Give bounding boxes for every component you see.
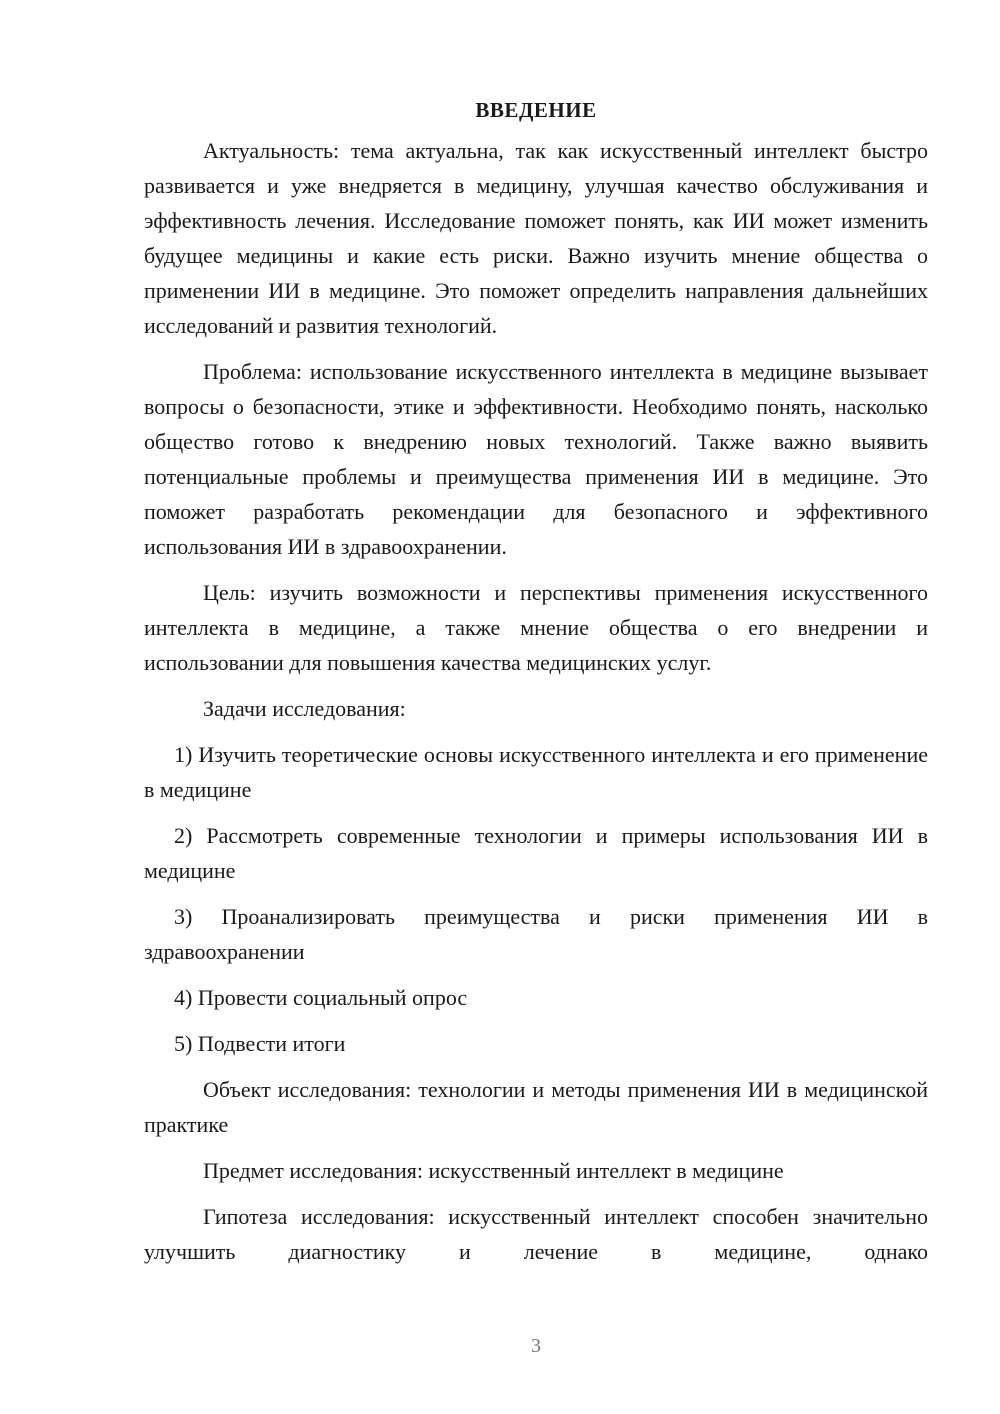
paragraph-hypothesis: Гипотеза исследования: искусственный интеллект способен значительно улучшить диагностику и лечение в медицине, однако (144, 1204, 928, 1264)
page-content (144, 93, 928, 1269)
paragraph-relevance: Актуальность: тема актуальна, так как искусственный интеллект быстро развивается и уже внедряется в медицину, улучшая качество обслуживания и эффективность лечения. Исследование поможет понять, как ИИ может изменить будущее медицины и какие есть риски. Важно изучить мнение общества о применении ИИ в медицине. Это поможет определить направления дальнейших исследований и развития технологий. (144, 138, 928, 338)
section-title: ВВЕДЕНИЕ (475, 98, 597, 122)
task-item-2: 2) Рассмотреть современные технологии и примеры использования ИИ в медицине (144, 823, 928, 883)
tasks-heading: Задачи исследования: (203, 696, 406, 721)
task-item-3: 3) Проанализировать преимущества и риски применения ИИ в здравоохранении (144, 904, 928, 964)
page-number: 3 (531, 1335, 541, 1357)
paragraph-problem: Проблема: использование искусственного интеллекта в медицине вызывает вопросы о безопасности, этике и эффективности. Необходимо понять, насколько общество готово к внедрению новых технологий. Также важно выявить потенциальные проблемы и преимущества применения ИИ в медицине. Это поможет разработать рекомендации для безопасного и эффективного использования ИИ в здравоохранении. (144, 359, 928, 559)
task-item-4: 4) Провести социальный опрос (174, 985, 468, 1010)
task-item-1: 1) Изучить теоретические основы искусственного интеллекта и его применение в медицине (144, 742, 928, 802)
paragraph-subject: Предмет исследования: искусственный интеллект в медицине (203, 1158, 784, 1183)
paragraph-goal: Цель: изучить возможности и перспективы применения искусственного интеллекта в медицине, а также мнение общества о его внедрении и использовании для повышения качества медицинских услуг. (144, 580, 928, 675)
paragraph-object: Объект исследования: технологии и методы применения ИИ в медицинской практике (144, 1077, 928, 1137)
task-item-5: 5) Подвести итоги (174, 1031, 346, 1056)
